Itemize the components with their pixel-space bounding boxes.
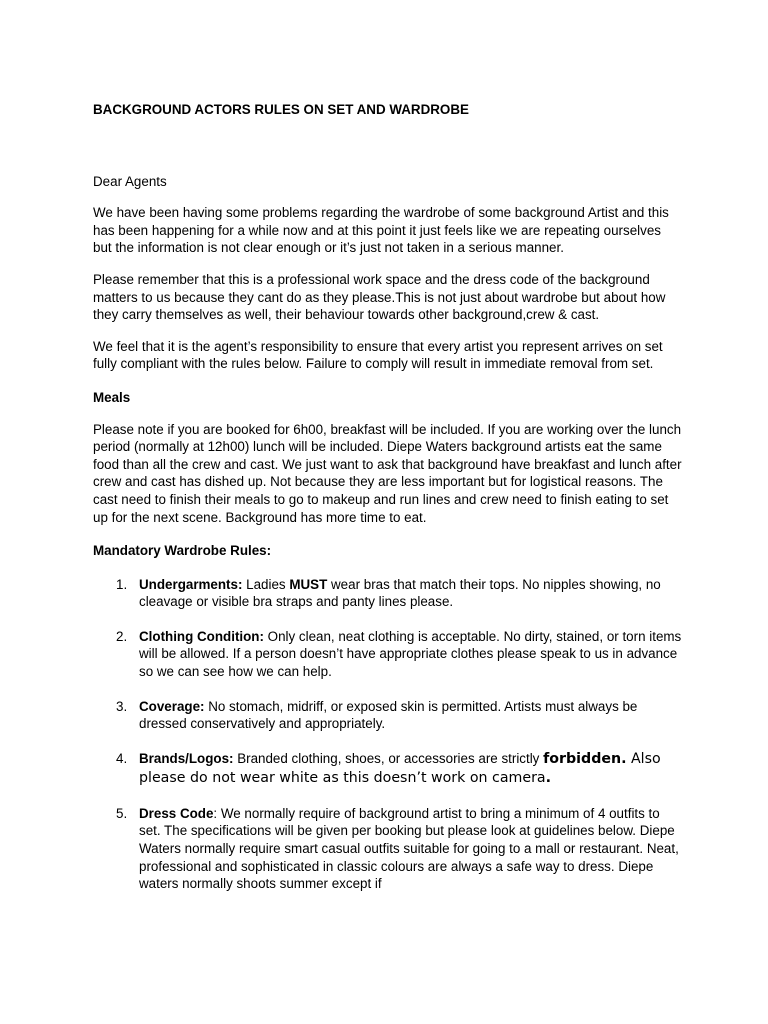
rule-text: Ladies [242,576,290,592]
rule-lead: Brands/Logos: [139,750,234,766]
intro-paragraph-3: We feel that it is the agent’s responsibility to ensure that every artist you represent arrives on set fully compliant with the rules below. Failure to comply will result in immediate removal from set. [93,338,663,372]
rule-text: Also please do not wear white as this doesn’t work on camera [139,750,661,786]
list-number: 2. [116,628,128,644]
rule-text: No stomach, midriff, or exposed skin is permitted. Artists must always be dressed conservatively and appropriately. [139,698,638,732]
rule-text: wear bras that match their tops. No nipples showing, no cleavage or visible bra straps and panty lines please. [139,576,661,610]
list-item-undergarments [93,576,683,611]
rule-text: : We normally require of background artist to bring a minimum of 4 outfits to set. The specifications will be given per booking but please look at guidelines below. Diepe Waters normally require smart casual outfits suitable for going to a mall or restaurant. Neat, professional and sophisticated in classic colours are always a safe way to dress. Diepe waters normally shoots summer except if [139,805,679,892]
rule-emphasis: forbidden. [543,750,627,767]
list-number: 1. [116,576,128,592]
document-title: BACKGROUND ACTORS RULES ON SET AND WARDROBE [93,102,469,117]
document-page [93,101,683,910]
rule-lead: Coverage: [139,698,205,714]
list-item-dress-code [93,805,683,893]
list-number: 5. [116,805,128,821]
meals-heading: Meals [93,389,131,405]
list-item-brands-logos [93,750,683,788]
wardrobe-rules-heading: Mandatory Wardrobe Rules: [93,543,272,559]
list-number: 4. [116,750,128,766]
list-number: 3. [116,698,128,714]
rule-lead: Undergarments: [139,576,243,592]
salutation: Dear Agents [93,173,167,189]
rule-emphasis: MUST [289,576,328,592]
rule-lead: Dress Code [139,805,214,821]
rule-tail: . [545,769,552,786]
intro-paragraph-1: We have been having some problems regarding the wardrobe of some background Artist and this has been happening for a while now and at this point it just feels like we are repeating ourselves but the information is not clear enough or it’s just not taken in a serious manner. [93,205,669,256]
list-item-coverage [93,698,683,733]
list-item-clothing-condition [93,628,683,681]
wardrobe-rules-list [93,576,683,893]
intro-paragraph-2: Please remember that this is a professional work space and the dress code of the background matters to us because they cant do as they please.This is not just about wardrobe but about how they carry themselves as well, their behaviour towards other background,crew & cast. [93,271,666,323]
rule-text: Branded clothing, shoes, or accessories are strictly [233,750,544,766]
meals-paragraph: Please note if you are booked for 6h00, breakfast will be included. If you are working over the lunch period (normally at 12h00) lunch will be included. Diepe Waters background artists eat the same food than all the crew and cast. We just want to ask that background have breakfast and lunch after crew and cast has dished up. Not because they are less important but for logistical reasons. The cast need to finish their meals to go to makeup and run lines and crew need to finish eating to set up for the next scene. Background has more time to eat. [93,421,682,525]
rule-lead: Clothing Condition: [139,628,264,644]
rule-text: Only clean, neat clothing is acceptable. No dirty, stained, or torn items will be allowed. If a person doesn’t have appropriate clothes please speak to us in advance so we can see how we can help. [139,628,682,680]
